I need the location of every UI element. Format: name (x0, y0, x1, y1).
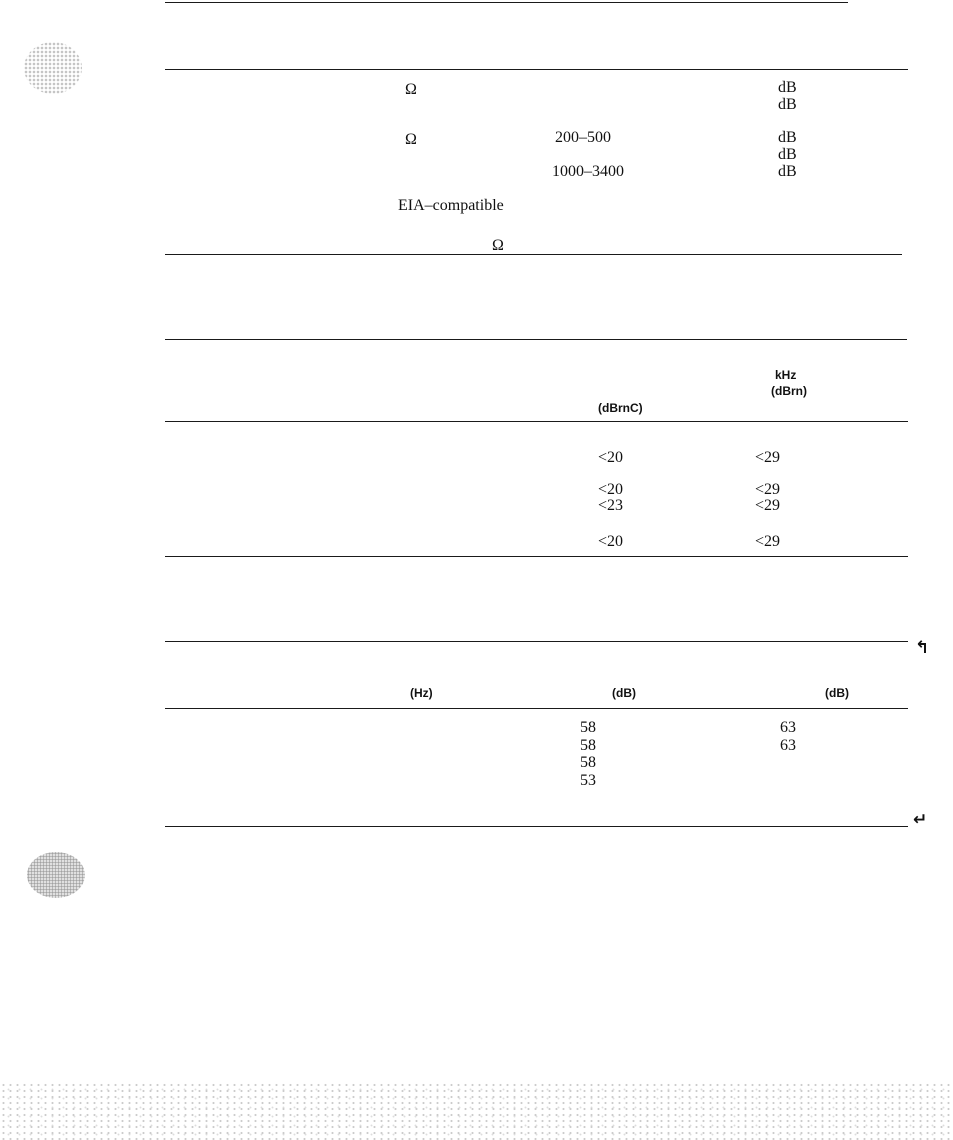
scan-speckle-top (24, 42, 82, 94)
table3-row2-val1: 58 (580, 737, 596, 754)
table3-row4-val1: 53 (580, 772, 596, 789)
table2-header-dbrn: (dBrn) (771, 384, 807, 398)
table1-cell-db-2: dB (778, 96, 797, 113)
table1-cell-db-4: dB (778, 146, 797, 163)
table1-cell-ohm-2: Ω (405, 131, 417, 148)
table2-row3-dbrnc: <23 (598, 497, 624, 514)
table1-cell-range-1: 200–500 (555, 129, 611, 146)
table2-row4-dbrnc: <20 (598, 533, 624, 550)
table2-row1-dbrnc: <20 (598, 449, 624, 466)
table2-top-rule (165, 339, 907, 340)
table1-cell-eia: EIA–compatible (398, 197, 504, 214)
table1-cell-range-2: 1000–3400 (552, 163, 624, 180)
table2-header-dbrnc: (dBrnC) (598, 401, 643, 415)
table2-header-khz: kHz (775, 368, 797, 382)
table1-cell-db-1: dB (778, 79, 797, 96)
table3-row1-val2: 63 (780, 719, 796, 736)
table2-row3-dbrn: <29 (755, 497, 781, 514)
table1-top-rule (165, 69, 908, 70)
table2-header-rule (165, 421, 908, 422)
change-mark-end-icon: ↵ (913, 810, 928, 830)
table2-row1-dbrn: <29 (755, 449, 781, 466)
table2-bottom-rule (165, 556, 908, 557)
table2-row2-dbrn: <29 (755, 481, 781, 498)
table3-row3-val1: 58 (580, 754, 596, 771)
table3-row2-val2: 63 (780, 737, 796, 754)
table3-header-rule (165, 708, 908, 709)
table1-cell-db-5: dB (778, 163, 797, 180)
table1-cell-db-3: dB (778, 129, 797, 146)
table3-bottom-rule (165, 826, 908, 827)
table2-row4-dbrn: <29 (755, 533, 781, 550)
table1-cell-ohm-3: Ω (492, 237, 504, 254)
table3-row1-val1: 58 (580, 719, 596, 736)
table1-cell-ohm-1: Ω (405, 81, 417, 98)
scan-noise-footer (0, 1082, 953, 1140)
table1-bottom-rule (165, 254, 902, 255)
table3-header-db-2: (dB) (825, 686, 849, 700)
table3-header-hz: (Hz) (410, 686, 433, 700)
change-mark-begin-icon: ↰ (915, 638, 930, 658)
table3-header-db-1: (dB) (612, 686, 636, 700)
table3-top-rule (165, 641, 908, 642)
page-top-rule (165, 2, 848, 3)
table2-row2-dbrnc: <20 (598, 481, 624, 498)
scan-speckle-bottom (27, 852, 85, 898)
